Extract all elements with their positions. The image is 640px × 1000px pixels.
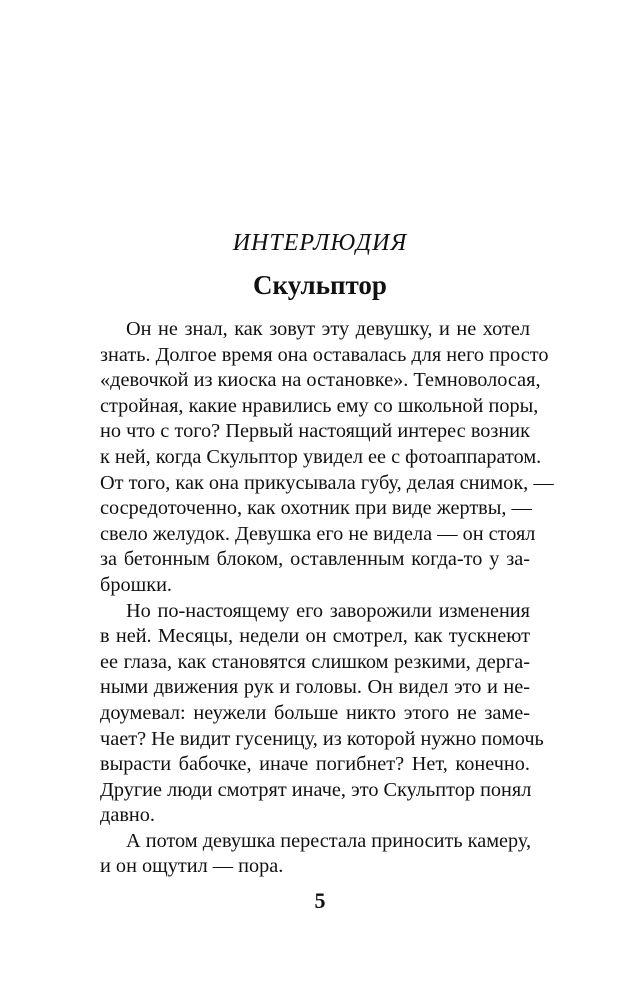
text-line: А потом девушка перестала приносить камеру, <box>126 829 532 852</box>
text-line: ными движения рук и головы. Он видел это и не- <box>100 676 530 699</box>
text-line: знать. Долгое время она оставалась для него просто <box>100 343 549 366</box>
text-line: к ней, когда Скульптор увидел ее с фотоаппаратом. <box>100 445 542 468</box>
text-line: чает? Не видит гусеницу, из которой нужно помочь <box>100 727 544 750</box>
text-line: в ней. Месяцы, недели он смотрел, как тускнеют <box>100 625 530 648</box>
text-line: вырасти бабочке, иначе погибнет? Нет, конечно. <box>100 753 530 776</box>
paragraph <box>100 317 554 599</box>
paragraph <box>100 829 530 880</box>
text-line: давно. <box>100 804 155 827</box>
text-line: «девочкой из киоска на остановке». Темноволосая, <box>100 369 541 392</box>
text-line: и он ощутил — пора. <box>100 855 284 878</box>
text-line: сосредоточенно, как охотник при виде жертвы, — <box>100 497 532 520</box>
text-line: свело желудок. Девушка его не видела — он стоял <box>100 522 536 545</box>
text-line: ее глаза, как становятся слишком резкими, дерга- <box>100 650 530 673</box>
text-line: Другие люди смотрят иначе, это Скульптор понял <box>100 778 532 801</box>
text-line: брошки. <box>100 573 172 596</box>
chapter-title: Скульптор <box>253 270 387 300</box>
text-line: От того, как она прикусывала губу, делая снимок, — <box>100 471 554 494</box>
section-heading: ИНТЕРЛЮДИЯ <box>232 230 408 256</box>
text-line: стройная, какие нравились ему со школьной поры, <box>100 394 539 417</box>
text-line: за бетонным блоком, оставленным когда-то у за- <box>100 548 530 571</box>
paragraph <box>100 599 544 829</box>
page-number: 5 <box>314 888 326 913</box>
body-text <box>100 317 554 880</box>
text-line: Он не знал, как зовут эту девушку, и не хотел <box>126 318 530 340</box>
text-line: но что с того? Первый настоящий интерес возник <box>100 420 530 443</box>
text-line: доумевал: неужели больше никто этого не заме- <box>100 701 530 724</box>
text-line: Но по-настоящему его заворожили изменения <box>126 599 530 622</box>
